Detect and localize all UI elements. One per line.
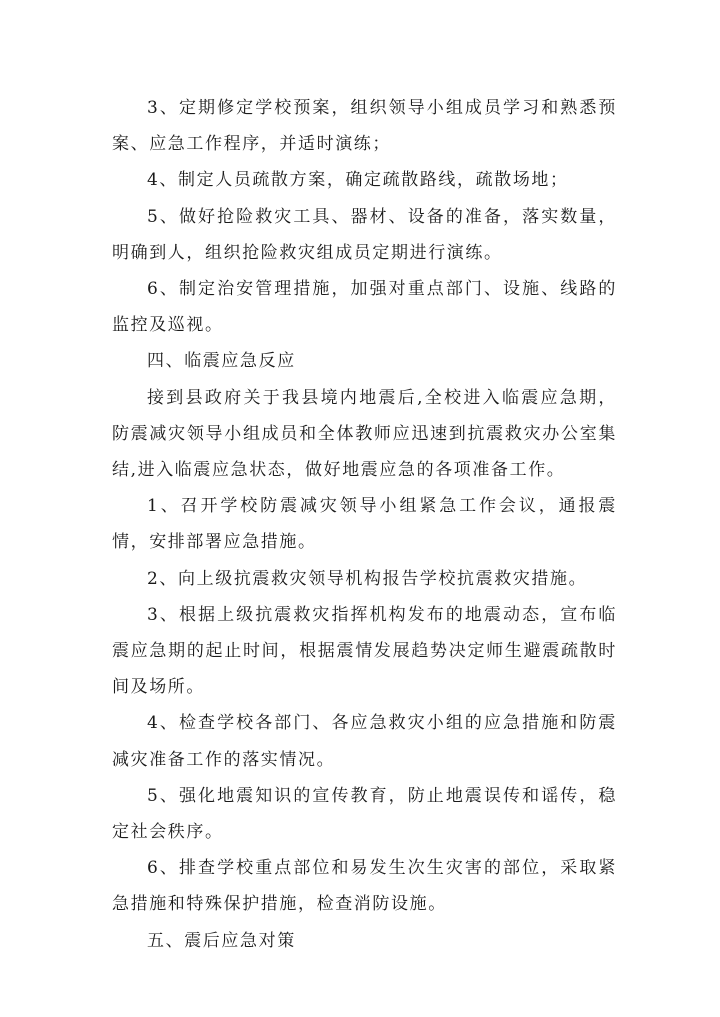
paragraph-item: 1、召开学校防震减灾领导小组紧急工作会议，通报震情，安排部署应急措施。 — [112, 496, 617, 553]
section-heading: 五、震后应急对策 — [147, 930, 296, 951]
document-body — [112, 90, 617, 959]
paragraph-item: 3、定期修定学校预案，组织领导小组成员学习和熟悉预案、应急工作程序，并适时演练； — [112, 98, 617, 155]
paragraph-item: 2、向上级抗震救灾领导机构报告学校抗震救灾措施。 — [147, 568, 588, 589]
paragraph-item: 6、制定治安管理措施，加强对重点部门、设施、线路的监控及巡视。 — [112, 279, 617, 336]
paragraph-item: 接到县政府关于我县境内地震后,全校进入临震应急期，防震减灾领导小组成员和全体教师应迅速到抗震救灾办公室集结,进入临震应急状态，做好地震应急的各项准备工作。 — [112, 387, 617, 481]
paragraph-item: 5、强化地震知识的宣传教育，防止地震误传和谣传，稳定社会秩序。 — [112, 785, 617, 843]
paragraph-item: 4、检查学校各部门、各应急救灾小组的应急措施和防震减灾准备工作的落实情况。 — [112, 713, 617, 770]
section-heading: 四、临震应急反应 — [147, 351, 296, 372]
paragraph-item: 3、根据上级抗震救灾指挥机构发布的地震动态，宣布临震应急期的起止时间，根据震情发展趋势决定师生避震疏散时间及场所。 — [112, 604, 617, 698]
paragraph-item: 5、做好抢险救灾工具、器材、设备的准备，落实数量，明确到人，组织抢险救灾组成员定期进行演练。 — [112, 206, 617, 263]
paragraph-item: 6、排查学校重点部位和易发生次生灾害的部位，采取紧急措施和特殊保护措施，检查消防设施。 — [112, 858, 617, 915]
paragraph-item: 4、制定人员疏散方案，确定疏散路线，疏散场地； — [147, 170, 569, 191]
